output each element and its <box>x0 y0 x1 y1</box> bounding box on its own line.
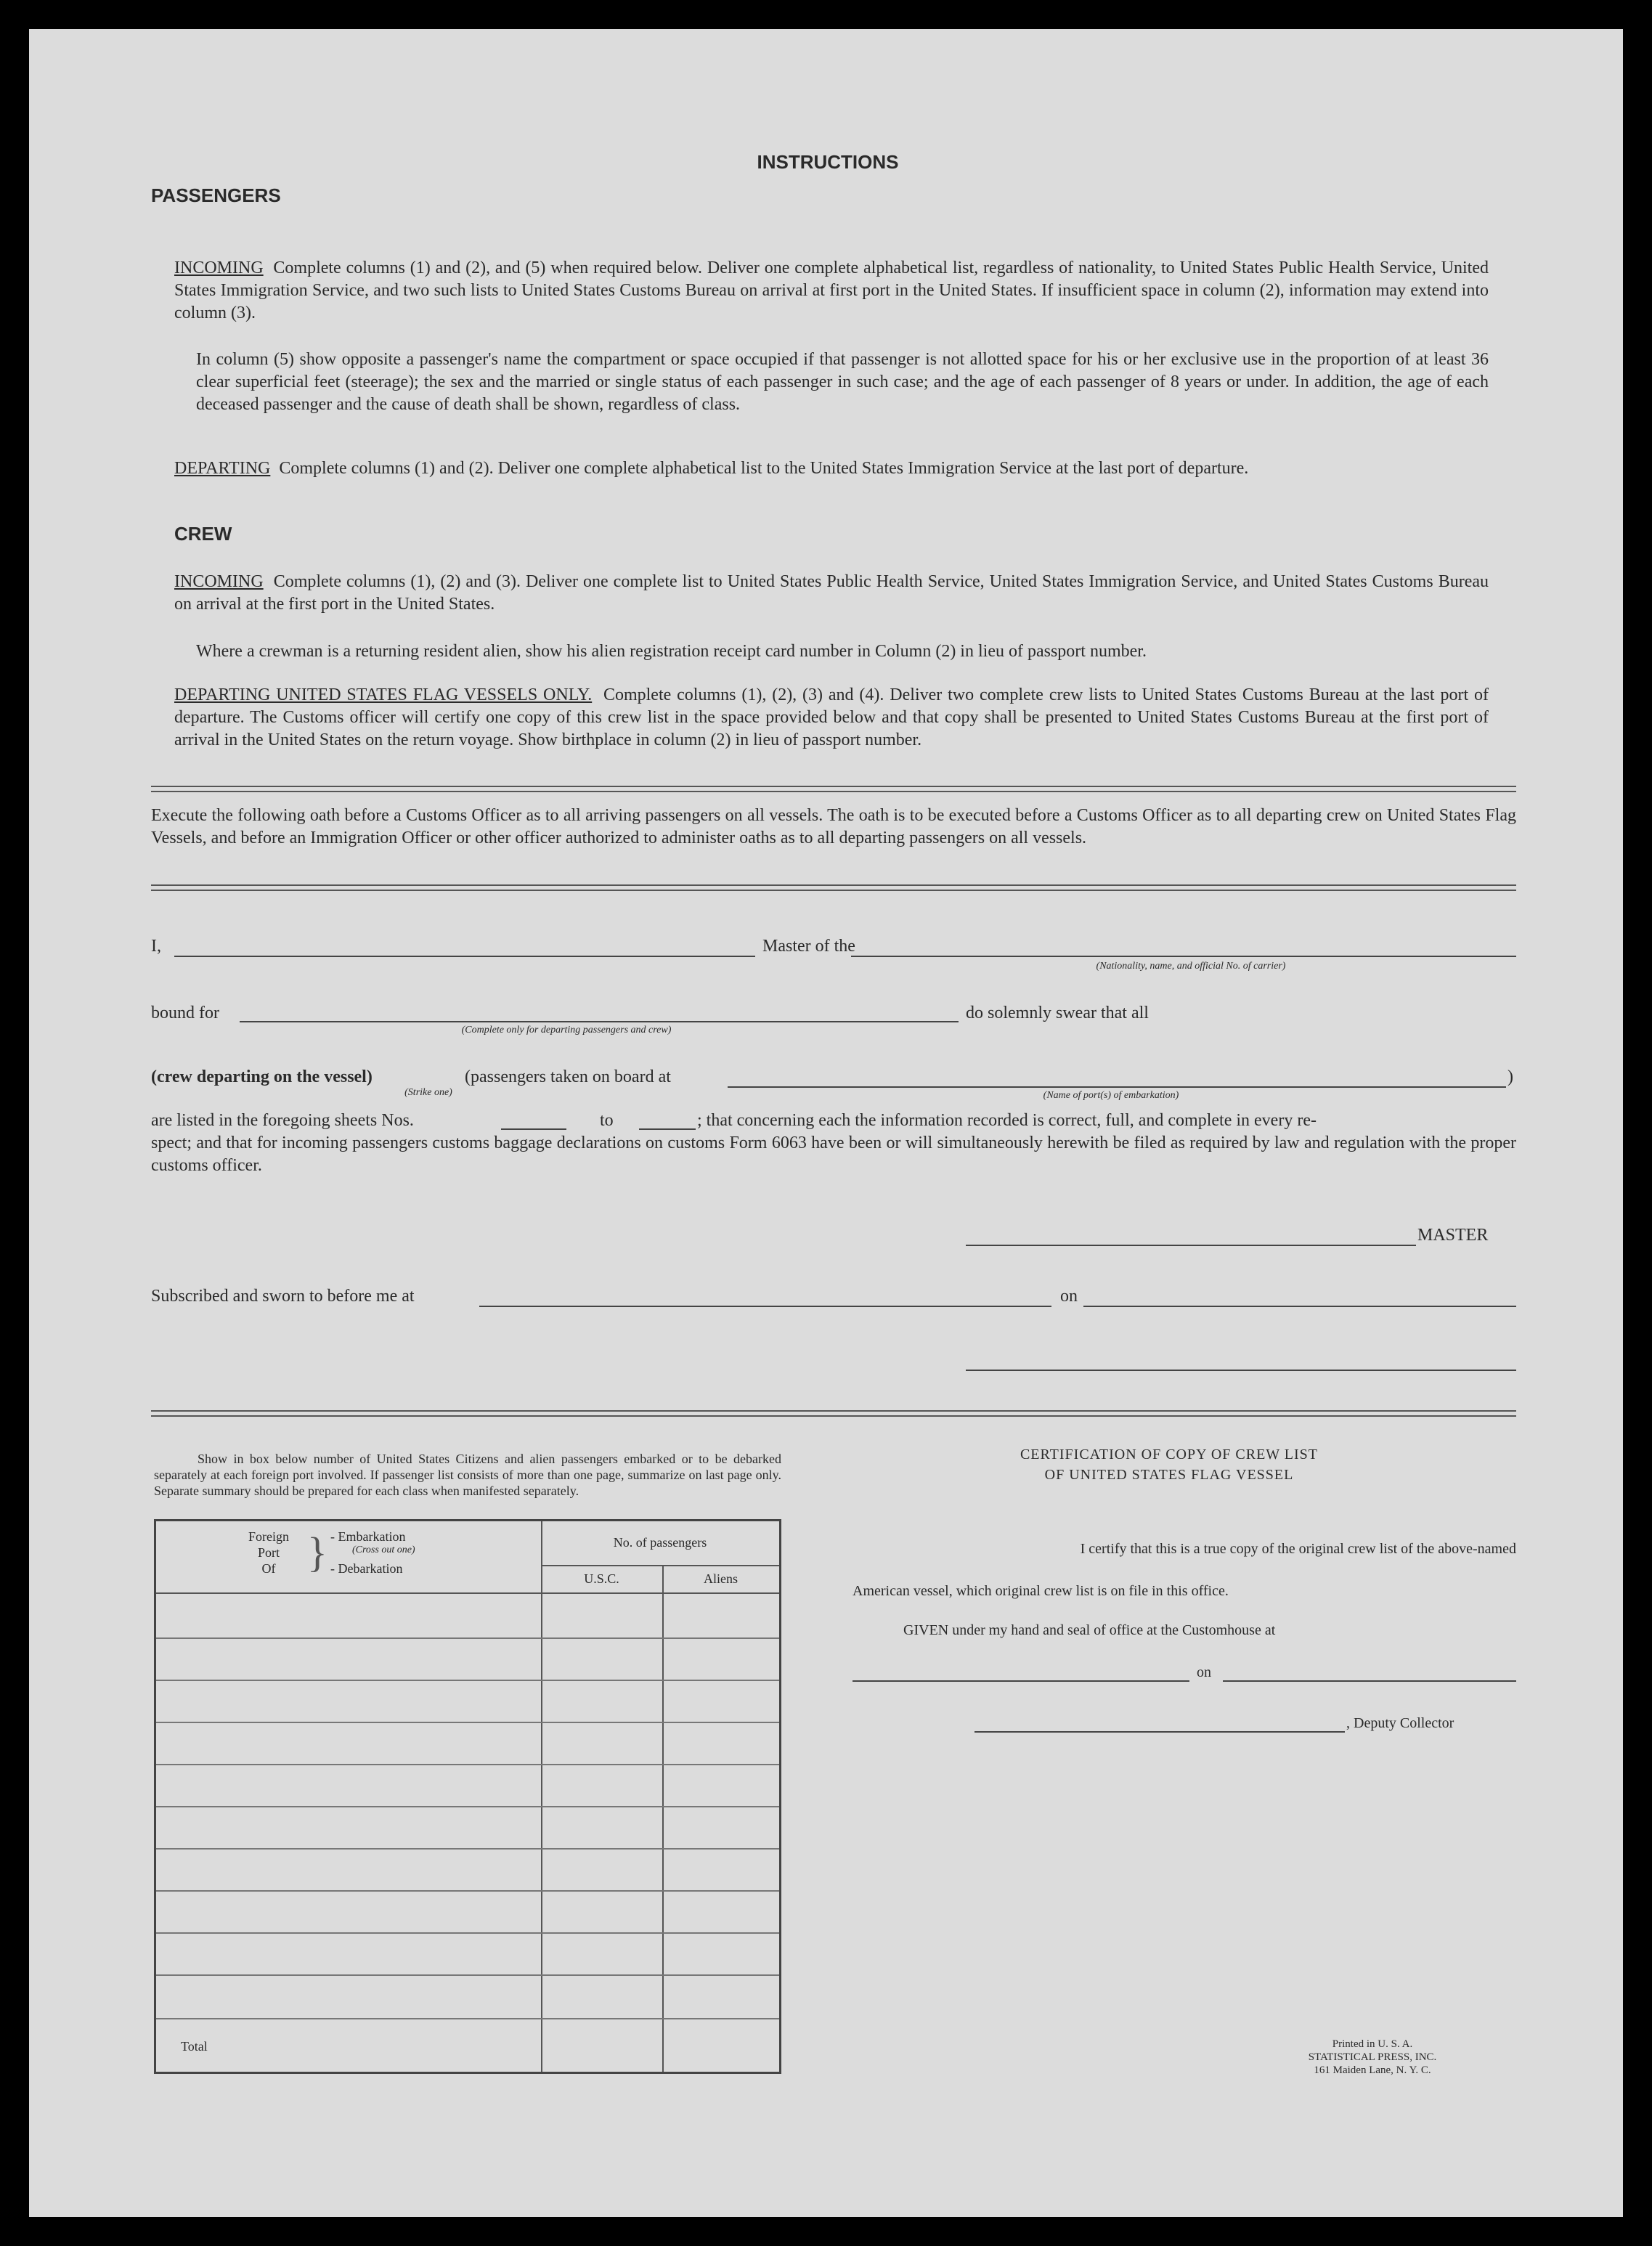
pax-column5-text: In column (5) show opposite a passenger's name the compartment or space occupied if that passenger is not allotted space for his or her exclusive use in the proportion of at least 36 clear superficial feet (steerage); the sex and the married or single status of each passenger in such case; and the age of each passenger of 8 years or under. In addition, the age of each deceased passenger and the cause of death shall be shown, regardless of class. <box>196 350 1489 414</box>
summary-instructions: Show in box below number of United States Citizens and alien passengers embarked or to be debarked separately at each foreign port involved. If passenger list consists of more than one page, summarize on last page only. Separate summary should be prepared for each class when manifested separately. <box>154 1452 781 1498</box>
deputy-collector-label: , Deputy Collector <box>1346 1715 1454 1731</box>
bound-for-caption: (Complete only for departing passengers and crew) <box>461 1025 672 1035</box>
certification-title-1: CERTIFICATION OF COPY OF CREW LIST <box>1020 1447 1319 1462</box>
crew-departing-text: Complete columns (1), (2), (3) and (4). Deliver two complete crew lists to United States Customs Bureau at the last port of departure. The Customs officer will certify one copy of this crew list in the space provided below and that copy shall be presented to United States Customs Bureau at the first port of arrival in the United States on the return voyage. Show birthplace in column (2) in lieu of passport number. <box>174 685 1489 749</box>
cross-out-caption: (Cross out one) <box>352 1545 415 1555</box>
passengers-heading: PASSENGERS <box>151 184 281 206</box>
total-label: Total <box>181 2039 208 2054</box>
crew-departing-option: (crew departing on the vessel) <box>151 1067 373 1086</box>
listed-text-2: ; that concerning each the information recorded is correct, full, and complete in every re- <box>697 1111 1317 1130</box>
pax-departing-paragraph <box>174 457 1489 480</box>
aliens-header: Aliens <box>704 1571 738 1586</box>
subscribed-place-line[interactable] <box>479 1306 1051 1307</box>
officer-signature-line[interactable] <box>966 1370 1516 1371</box>
form-page <box>29 29 1623 2217</box>
customhouse-date-line[interactable] <box>1223 1680 1516 1682</box>
bound-for-line[interactable] <box>240 1021 959 1022</box>
listed-to: to <box>600 1111 614 1130</box>
listed-text-1: are listed in the foregoing sheets Nos. <box>151 1111 414 1130</box>
crew-departing-paragraph <box>174 684 1489 752</box>
printer-imprint: Printed in U. S. A. STATISTICAL PRESS, INC. 161 Maiden Lane, N. Y. C. <box>1308 2038 1437 2076</box>
carrier-line[interactable] <box>851 956 1516 957</box>
master-of-label: Master of the <box>762 937 855 956</box>
pax-departing-label: DEPARTING <box>174 459 271 478</box>
master-name-line[interactable] <box>174 956 755 957</box>
crew-incoming-label: INCOMING <box>174 572 264 591</box>
master-label: MASTER <box>1417 1226 1489 1245</box>
subscribed-on-label: on <box>1060 1287 1078 1306</box>
foreign-port-label: Foreign Port Of <box>248 1529 289 1576</box>
crew-departing-label: DEPARTING UNITED STATES FLAG VESSELS ONLY. <box>174 685 593 704</box>
instructions-title: INSTRUCTIONS <box>757 151 899 173</box>
pax-departing-text: Complete columns (1) and (2). Deliver one complete alphabetical list to the United States Immigration Service at the last port of departure. <box>279 459 1249 478</box>
subscribed-label: Subscribed and sworn to before me at <box>151 1287 415 1306</box>
certification-line-1: I certify that this is a true copy of the original crew list of the above-named <box>1080 1541 1516 1557</box>
listed-text-3: spect; and that for incoming passengers customs baggage declarations on customs Form 6063 have been or will simultaneously herewith be filed as required by law and regulation with the proper customs officer. <box>151 1134 1516 1175</box>
certification-line-2: American vessel, which original crew list is on file in this office. <box>853 1583 1229 1599</box>
sheet-to-line[interactable] <box>639 1128 696 1130</box>
sheet-from-line[interactable] <box>501 1128 566 1130</box>
usc-header: U.S.C. <box>584 1571 619 1586</box>
embarkation-label: - Embarkation <box>330 1529 406 1544</box>
debarkation-label: - Debarkation <box>330 1561 403 1576</box>
crew-heading: CREW <box>174 523 232 545</box>
crew-resident-text: Where a crewman is a returning resident alien, show his alien registration receipt card number in Column (2) in lieu of passport number. <box>196 642 1147 661</box>
certification-on-label: on <box>1197 1664 1211 1680</box>
customhouse-place-line[interactable] <box>853 1680 1189 1682</box>
pax-incoming-label: INCOMING <box>174 259 264 277</box>
divider <box>151 1410 1516 1417</box>
divider <box>151 884 1516 891</box>
crew-incoming-text: Complete columns (1), (2) and (3). Deliver one complete list to United States Public Health Service, United States Immigration Service, and United States Customs Bureau on arrival at the first port in the United States. <box>174 572 1489 614</box>
deputy-collector-line[interactable] <box>974 1731 1345 1733</box>
swear-text: do solemnly swear that all <box>966 1004 1149 1022</box>
certification-line-3: GIVEN under my hand and seal of office at the Customhouse at <box>903 1622 1276 1638</box>
crew-incoming-paragraph <box>174 571 1489 616</box>
carrier-caption: (Nationality, name, and official No. of carrier) <box>1096 961 1286 972</box>
oath-i-label: I, <box>151 937 161 956</box>
master-signature-line[interactable] <box>966 1245 1416 1246</box>
no-passengers-header: No. of passengers <box>613 1535 707 1550</box>
brace-icon: } <box>307 1529 327 1576</box>
pax-incoming-paragraph <box>174 257 1489 325</box>
pax-incoming-text: Complete columns (1) and (2), and (5) when required below. Deliver one complete alphabetical list, regardless of nationality, to United States Public Health Service, United States Immigration Service, and two such lists to United States Customs Bureau on arrival at first port in the United States. If insufficient space in column (2), information may extend into column (3). <box>174 259 1489 322</box>
oath-intro: Execute the following oath before a Customs Officer as to all arriving passengers on all vessels. The oath is to be executed before a Customs Officer as to all departing crew on United States Flag Vessels, and before an Immigration Officer or other officer authorized to administer oaths as to all departing passengers on all vessels. <box>151 806 1516 847</box>
certification-title-2: OF UNITED STATES FLAG VESSEL <box>1044 1467 1294 1483</box>
divider <box>151 786 1516 792</box>
passenger-summary-table <box>154 1519 781 2074</box>
listed-line-1 <box>151 1110 1516 1132</box>
embarkation-caption: (Name of port(s) of embarkation) <box>1043 1090 1179 1101</box>
embarkation-port-line[interactable] <box>728 1086 1506 1088</box>
passengers-taken-option: (passengers taken on board at <box>465 1067 671 1086</box>
bound-for-label: bound for <box>151 1004 219 1022</box>
close-paren: ) <box>1507 1067 1513 1086</box>
strike-one-caption: (Strike one) <box>404 1087 452 1098</box>
subscribed-date-line[interactable] <box>1083 1306 1516 1307</box>
